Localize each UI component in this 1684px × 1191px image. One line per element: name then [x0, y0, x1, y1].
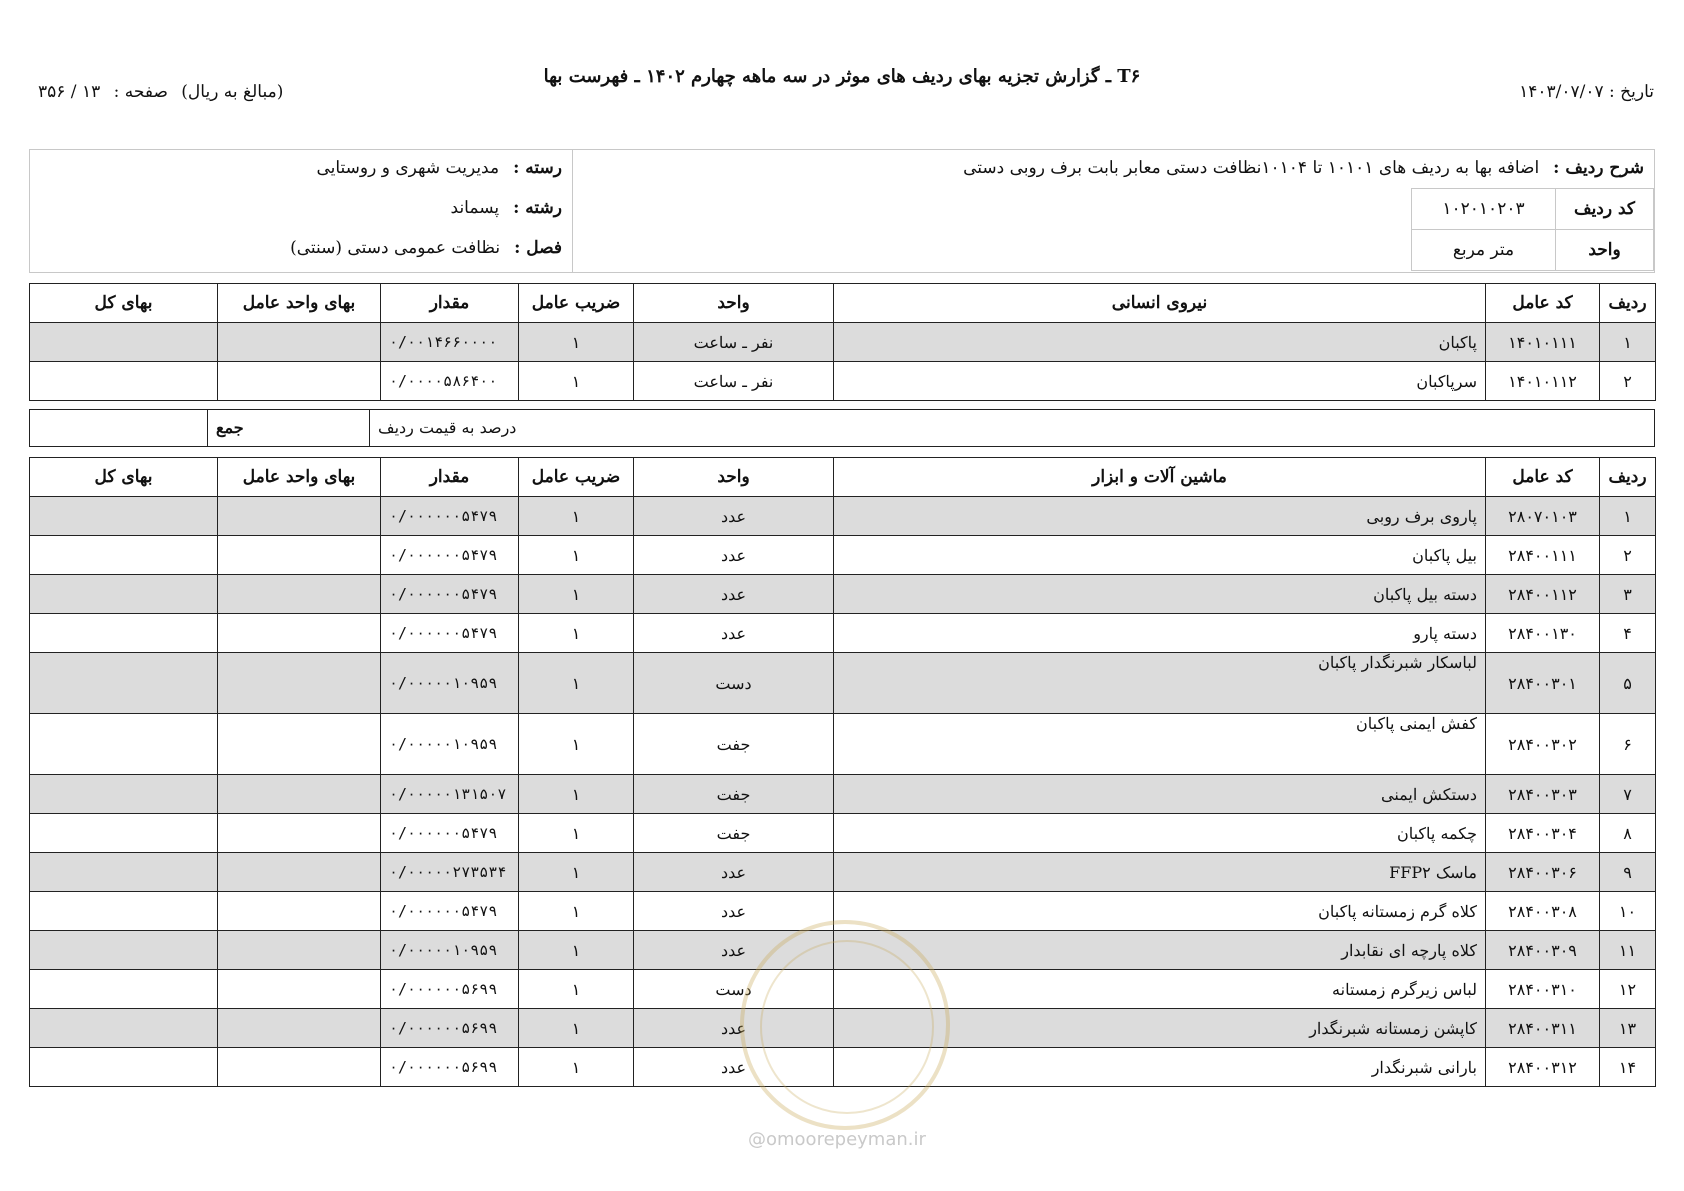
unit-price: [218, 892, 381, 931]
quantity: ۰/۰۰۰۰۰۰۵۶۹۹: [381, 1048, 519, 1087]
quantity: ۰/۰۰۰۰۰۱۳۱۵۰۷: [381, 775, 519, 814]
unit: عدد: [634, 1048, 834, 1087]
desc-value: اضافه بها به ردیف های ۱۰۱۰۱ تا ۱۰۱۰۴نظافت دستی معابر بابت برف روبی دستی: [963, 158, 1540, 178]
date-value: ۱۴۰۳/۰۷/۰۷: [1519, 82, 1604, 102]
row-number: ۱۰: [1600, 892, 1656, 931]
item-name: بیل پاکبان: [834, 536, 1486, 575]
row-number: ۱۳: [1600, 1009, 1656, 1048]
row-number: ۸: [1600, 814, 1656, 853]
page-label: صفحه :: [113, 82, 168, 102]
item-code-label: کد ردیف: [1556, 189, 1654, 230]
item-name: کلاه گرم زمستانه پاکبان: [834, 892, 1486, 931]
unit-price: [218, 536, 381, 575]
total-price: [30, 814, 218, 853]
row-number: ۱: [1600, 323, 1656, 362]
col-header: ردیف: [1600, 284, 1656, 323]
factor-code: ۲۸۴۰۰۳۱۱: [1486, 1009, 1600, 1048]
table-row: [30, 853, 1656, 892]
col-header: بهای واحد عامل: [218, 458, 381, 497]
col-header: واحد: [634, 284, 834, 323]
chapter-label: فصل :: [514, 238, 562, 258]
sum-spacer: [369, 409, 1655, 447]
total-price: [30, 497, 218, 536]
report-date: [1519, 82, 1654, 102]
total-price: [30, 323, 218, 362]
total-price: [30, 362, 218, 401]
table-row: [30, 575, 1656, 614]
unit: عدد: [634, 931, 834, 970]
factor-code: ۱۴۰۱۰۱۱۲: [1486, 362, 1600, 401]
factor-code: ۲۸۴۰۰۳۰۴: [1486, 814, 1600, 853]
unit: جفت: [634, 714, 834, 775]
col-header: بهای کل: [30, 284, 218, 323]
total-price: [30, 775, 218, 814]
item-info-box: [29, 149, 1655, 273]
coefficient: ۱: [519, 714, 634, 775]
unit-price: [218, 853, 381, 892]
unit-price: [218, 497, 381, 536]
quantity: ۰/۰۰۰۰۰۰۵۴۷۹: [381, 814, 519, 853]
coefficient: ۱: [519, 970, 634, 1009]
item-name: کلاه پارچه ای نقابدار: [834, 931, 1486, 970]
item-name: سرپاکبان: [834, 362, 1486, 401]
col-header: بهای کل: [30, 458, 218, 497]
coefficient: ۱: [519, 814, 634, 853]
quantity: ۰/۰۰۰۰۰۰۵۴۷۹: [381, 614, 519, 653]
unit-price: [218, 775, 381, 814]
equipment-header-row: [30, 458, 1656, 497]
factor-code: ۲۸۴۰۰۱۱۲: [1486, 575, 1600, 614]
row-number: ۶: [1600, 714, 1656, 775]
quantity: ۰/۰۰۱۴۶۶۰۰۰۰: [381, 323, 519, 362]
unit-price: [218, 323, 381, 362]
item-name: دسته بیل پاکبان: [834, 575, 1486, 614]
factor-code: ۲۸۴۰۰۳۰۱: [1486, 653, 1600, 714]
factor-code: ۲۸۴۰۰۳۰۸: [1486, 892, 1600, 931]
col-header: ردیف: [1600, 458, 1656, 497]
category-value: مدیریت شهری و روستایی: [316, 158, 500, 178]
watermark-site: @omoorepeyman.ir: [748, 1129, 926, 1150]
item-name: کفش ایمنی پاکبان: [834, 714, 1486, 775]
classification-panel: [30, 150, 573, 272]
quantity: ۰/۰۰۰۰۰۰۵۴۷۹: [381, 575, 519, 614]
row-number: ۱۲: [1600, 970, 1656, 1009]
item-name: لباسکار شبرنگدار پاکبان: [834, 653, 1486, 714]
table-row: [30, 497, 1656, 536]
date-label: تاریخ :: [1609, 82, 1654, 102]
factor-code: ۲۸۴۰۰۱۳۰: [1486, 614, 1600, 653]
unit: دست: [634, 653, 834, 714]
unit: نفر ـ ساعت: [634, 362, 834, 401]
quantity: ۰/۰۰۰۰۵۸۶۴۰۰: [381, 362, 519, 401]
unit: عدد: [634, 1009, 834, 1048]
labor-sum-row: [29, 409, 1655, 447]
row-number: ۷: [1600, 775, 1656, 814]
labor-table: [29, 283, 1656, 401]
unit: عدد: [634, 536, 834, 575]
coefficient: ۱: [519, 853, 634, 892]
coefficient: ۱: [519, 931, 634, 970]
item-description: [963, 158, 1644, 178]
quantity: ۰/۰۰۰۰۰۲۷۳۵۳۴: [381, 853, 519, 892]
col-header: کد عامل: [1486, 458, 1600, 497]
coefficient: ۱: [519, 892, 634, 931]
category-row: [316, 158, 562, 178]
unit: دست: [634, 970, 834, 1009]
row-number: ۱۴: [1600, 1048, 1656, 1087]
factor-code: ۲۸۰۷۰۱۰۳: [1486, 497, 1600, 536]
row-number: ۵: [1600, 653, 1656, 714]
item-name: لباس زیرگرم زمستانه: [834, 970, 1486, 1009]
coefficient: ۱: [519, 497, 634, 536]
unit-price: [218, 814, 381, 853]
desc-label: شرح ردیف :: [1553, 158, 1644, 178]
col-header: کد عامل: [1486, 284, 1600, 323]
item-name: بارانی شبرنگدار: [834, 1048, 1486, 1087]
watermark-seal-icon: [740, 920, 950, 1130]
labor-header-row: [30, 284, 1656, 323]
chapter-row: [290, 238, 562, 258]
total-price: [30, 1009, 218, 1048]
col-header: واحد: [634, 458, 834, 497]
factor-code: ۱۴۰۱۰۱۱۱: [1486, 323, 1600, 362]
row-number: ۹: [1600, 853, 1656, 892]
percent-label: درصد به قیمت ردیف: [378, 418, 517, 437]
coefficient: ۱: [519, 653, 634, 714]
item-code-unit-table: [1411, 188, 1654, 271]
sum-label: جمع: [216, 418, 244, 437]
unit: عدد: [634, 853, 834, 892]
category-label: رسته :: [513, 158, 562, 178]
unit-price: [218, 1009, 381, 1048]
col-header: مقدار: [381, 284, 519, 323]
coefficient: ۱: [519, 323, 634, 362]
coefficient: ۱: [519, 575, 634, 614]
field-row: [451, 198, 562, 218]
quantity: ۰/۰۰۰۰۰۱۰۹۵۹: [381, 931, 519, 970]
table-row: [30, 714, 1656, 775]
row-number: ۴: [1600, 614, 1656, 653]
quantity: ۰/۰۰۰۰۰۰۵۴۷۹: [381, 892, 519, 931]
unit: جفت: [634, 775, 834, 814]
field-label: رشته :: [513, 198, 562, 218]
col-header: ضریب عامل: [519, 284, 634, 323]
total-price: [30, 970, 218, 1009]
unit-price: [218, 575, 381, 614]
coefficient: ۱: [519, 614, 634, 653]
coefficient: ۱: [519, 775, 634, 814]
unit-price: [218, 714, 381, 775]
item-name: پاکبان: [834, 323, 1486, 362]
factor-code: ۲۸۴۰۰۳۰۲: [1486, 714, 1600, 775]
unit-price: [218, 614, 381, 653]
unit: جفت: [634, 814, 834, 853]
quantity: ۰/۰۰۰۰۰۰۵۴۷۹: [381, 497, 519, 536]
factor-code: ۲۸۴۰۰۳۰۳: [1486, 775, 1600, 814]
row-number: ۲: [1600, 362, 1656, 401]
sum-value-cell: [29, 409, 208, 447]
unit-price: [218, 653, 381, 714]
factor-code: ۲۸۴۰۰۳۱۰: [1486, 970, 1600, 1009]
currency-note: (مبالغ به ریال): [181, 82, 284, 102]
table-row: [30, 814, 1656, 853]
item-name: دسته پارو: [834, 614, 1486, 653]
item-unit-value: متر مربع: [1412, 230, 1556, 271]
quantity: ۰/۰۰۰۰۰۰۵۶۹۹: [381, 1009, 519, 1048]
unit-price: [218, 931, 381, 970]
table-row: [30, 653, 1656, 714]
chapter-value: نظافت عمومی دستی (سنتی): [290, 238, 501, 258]
sum-label-cell: [207, 409, 370, 447]
factor-code: ۲۸۴۰۰۳۱۲: [1486, 1048, 1600, 1087]
total-price: [30, 1048, 218, 1087]
unit: عدد: [634, 892, 834, 931]
total-price: [30, 575, 218, 614]
coefficient: ۱: [519, 362, 634, 401]
unit: عدد: [634, 614, 834, 653]
item-unit-label: واحد: [1556, 230, 1654, 271]
row-number: ۳: [1600, 575, 1656, 614]
col-header: ضریب عامل: [519, 458, 634, 497]
table-row: [30, 614, 1656, 653]
unit-price: [218, 970, 381, 1009]
total-price: [30, 653, 218, 714]
col-header: بهای واحد عامل: [218, 284, 381, 323]
factor-code: ۲۸۴۰۰۱۱۱: [1486, 536, 1600, 575]
quantity: ۰/۰۰۰۰۰۰۵۴۷۹: [381, 536, 519, 575]
item-name: چکمه پاکبان: [834, 814, 1486, 853]
page-info: [30, 82, 283, 102]
quantity: ۰/۰۰۰۰۰۱۰۹۵۹: [381, 653, 519, 714]
report-title: T۶ ـ گزارش تجزیه بهای ردیف های موثر در سه ماهه چهارم ۱۴۰۲ ـ فهرست بها: [543, 66, 1141, 87]
item-name: ماسک FFP۲: [834, 853, 1486, 892]
total-price: [30, 536, 218, 575]
unit: عدد: [634, 497, 834, 536]
page-number: ۱۳ / ۳۵۶: [38, 82, 101, 102]
row-number: ۲: [1600, 536, 1656, 575]
coefficient: ۱: [519, 1048, 634, 1087]
col-header: ماشین آلات و ابزار: [834, 458, 1486, 497]
row-number: ۱۱: [1600, 931, 1656, 970]
total-price: [30, 892, 218, 931]
col-header: نیروی انسانی: [834, 284, 1486, 323]
unit: عدد: [634, 575, 834, 614]
coefficient: ۱: [519, 536, 634, 575]
table-row: [30, 536, 1656, 575]
total-price: [30, 853, 218, 892]
unit-price: [218, 362, 381, 401]
total-price: [30, 714, 218, 775]
unit: نفر ـ ساعت: [634, 323, 834, 362]
table-row: [30, 323, 1656, 362]
table-row: [30, 362, 1656, 401]
field-value: پسماند: [450, 198, 500, 218]
item-name: پاروی برف روبی: [834, 497, 1486, 536]
col-header: مقدار: [381, 458, 519, 497]
item-code-value: ۱۰۲۰۱۰۲۰۳: [1412, 189, 1556, 230]
quantity: ۰/۰۰۰۰۰۱۰۹۵۹: [381, 714, 519, 775]
item-name: کاپشن زمستانه شبرنگدار: [834, 1009, 1486, 1048]
quantity: ۰/۰۰۰۰۰۰۵۶۹۹: [381, 970, 519, 1009]
coefficient: ۱: [519, 1009, 634, 1048]
item-name: دستکش ایمنی: [834, 775, 1486, 814]
total-price: [30, 931, 218, 970]
table-row: [30, 775, 1656, 814]
factor-code: ۲۸۴۰۰۳۰۶: [1486, 853, 1600, 892]
factor-code: ۲۸۴۰۰۳۰۹: [1486, 931, 1600, 970]
total-price: [30, 614, 218, 653]
unit-price: [218, 1048, 381, 1087]
row-number: ۱: [1600, 497, 1656, 536]
